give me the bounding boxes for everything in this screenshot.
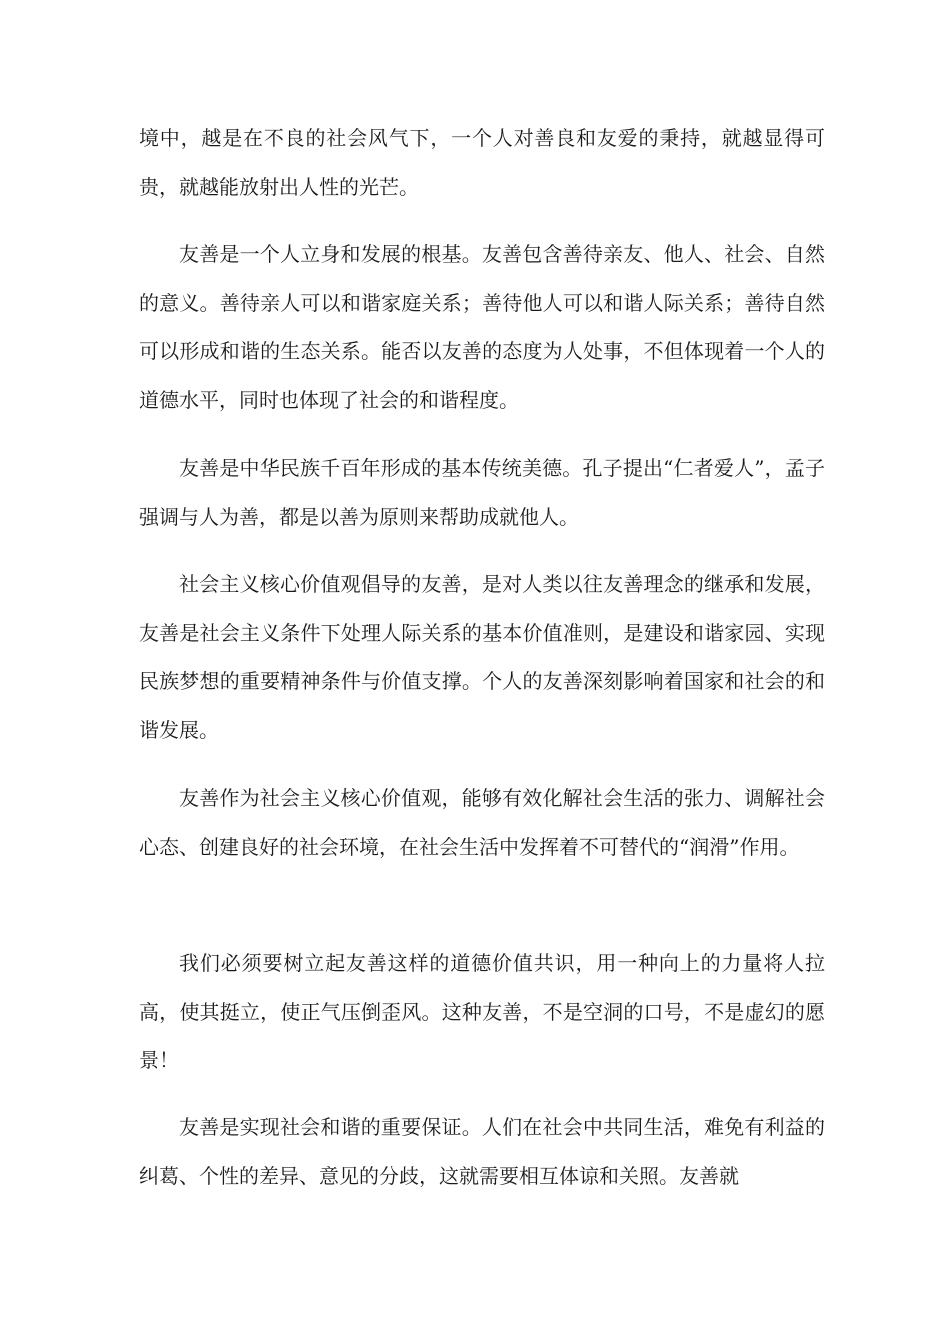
paragraph-core-values: 社会主义核心价值观倡导的友善，是对人类以往友善理念的继承和发展，友善是社会主义条件下处理人际关系的基本价值准则，是建设和谐家园、实现民族梦想的重要精神条件与价值支撑。个人的友善深刻影响着国家和社会的和谐发展。 (139, 572, 825, 742)
paragraph-continuation: 境中，越是在不良的社会风气下，一个人对善良和友爱的秉持，就越显得可贵，就越能放射出人性的光芒。 (139, 126, 825, 199)
paragraph-friendliness-foundation: 友善是一个人立身和发展的根基。友善包含善待亲友、他人、社会、自然的意义。善待亲人可以和谐家庭关系；善待他人可以和谐人际关系；善待自然可以形成和谐的生态关系。能否以友善的态度为人处事，不但体现着一个人的道德水平，同时也体现了社会的和谐程度。 (139, 242, 825, 412)
paragraph-lubricant-role: 友善作为社会主义核心价值观，能够有效化解社会生活的张力、调解社会心态、创建良好的社会环境，在社会生活中发挥着不可替代的“润滑”作用。 (139, 786, 825, 859)
paragraph-moral-consensus: 我们必须要树立起友善这样的道德价值共识，用一种向上的力量将人拉高，使其挺立，使正气压倒歪风。这种友善，不是空洞的口号，不是虚幻的愿景！ (139, 951, 825, 1072)
paragraph-social-harmony: 友善是实现社会和谐的重要保证。人们在社会中共同生活，难免有利益的纠葛、个性的差异、意见的分歧，这就需要相互体谅和关照。友善就 (139, 1115, 825, 1188)
paragraph-traditional-virtue: 友善是中华民族千百年形成的基本传统美德。孔子提出“仁者爱人”，孟子强调与人为善，都是以善为原则来帮助成就他人。 (139, 456, 825, 529)
